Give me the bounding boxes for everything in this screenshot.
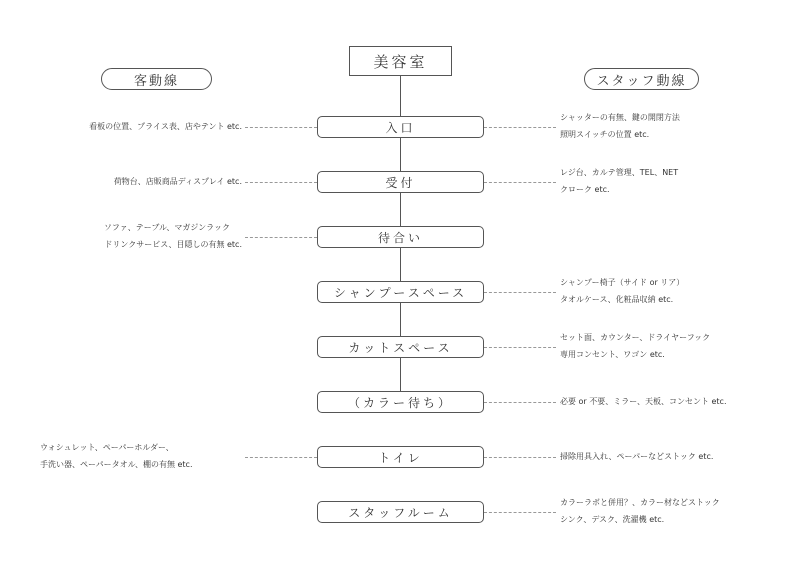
flow-node-staff-room: スタッフルーム <box>317 501 484 523</box>
staff-flow-label: スタッフ動線 <box>584 68 699 90</box>
right-connector <box>484 347 556 348</box>
right-connector <box>484 457 556 458</box>
flow-line <box>400 76 401 116</box>
flow-node-cut-space: カットスペース <box>317 336 484 358</box>
right-connector <box>484 512 556 513</box>
flow-line <box>400 357 401 391</box>
flow-line <box>400 302 401 336</box>
flow-node-reception: 受付 <box>317 171 484 193</box>
staff-note: カラーラボと併用？、カラー材などストック シンク、デスク、洗濯機 etc. <box>560 498 720 524</box>
flow-line <box>400 137 401 171</box>
left-connector <box>245 237 317 238</box>
customer-note: ウォシュレット、ペーパーホルダー、 手洗い器、ペーパータオル、棚の有無 etc. <box>40 443 193 469</box>
right-connector <box>484 402 556 403</box>
staff-note: シャッターの有無、鍵の開閉方法 照明スイッチの位置 etc. <box>560 113 680 139</box>
staff-note: 必要 or 不要、ミラー、天板、コンセント etc. <box>560 397 727 406</box>
flow-line <box>400 192 401 226</box>
flow-node-color-wait: （カラー待ち） <box>317 391 484 413</box>
staff-note: レジ台、カルテ管理、TEL、NET クローク etc. <box>560 168 679 194</box>
customer-flow-label: 客動線 <box>101 68 212 90</box>
staff-note: シャンプー椅子（サイド or リア） タオルケース、化粧品収納 etc. <box>560 278 685 304</box>
flow-node-shampoo-space: シャンプースペース <box>317 281 484 303</box>
staff-note: 掃除用具入れ、ペーパーなどストック etc. <box>560 452 714 461</box>
left-connector <box>245 457 317 458</box>
flow-node-toilet: トイレ <box>317 446 484 468</box>
right-connector <box>484 182 556 183</box>
flow-node-waiting: 待合い <box>317 226 484 248</box>
customer-note: ソファ、テーブル、マガジンラック ドリンクサービス、目隠しの有無 etc. <box>103 223 242 249</box>
right-connector <box>484 127 556 128</box>
staff-note: セット面、カウンター、ドライヤーフック 専用コンセント、ワゴン etc. <box>560 333 711 359</box>
right-connector <box>484 292 556 293</box>
flow-line <box>400 247 401 281</box>
flow-node-entrance: 入口 <box>317 116 484 138</box>
left-connector <box>245 182 317 183</box>
diagram-title: 美容室 <box>349 46 452 76</box>
customer-note: 荷物台、店販商品ディスプレイ etc. <box>113 177 242 186</box>
left-connector <box>245 127 317 128</box>
customer-note: 看板の位置、プライス表、店やテント etc. <box>89 122 242 131</box>
